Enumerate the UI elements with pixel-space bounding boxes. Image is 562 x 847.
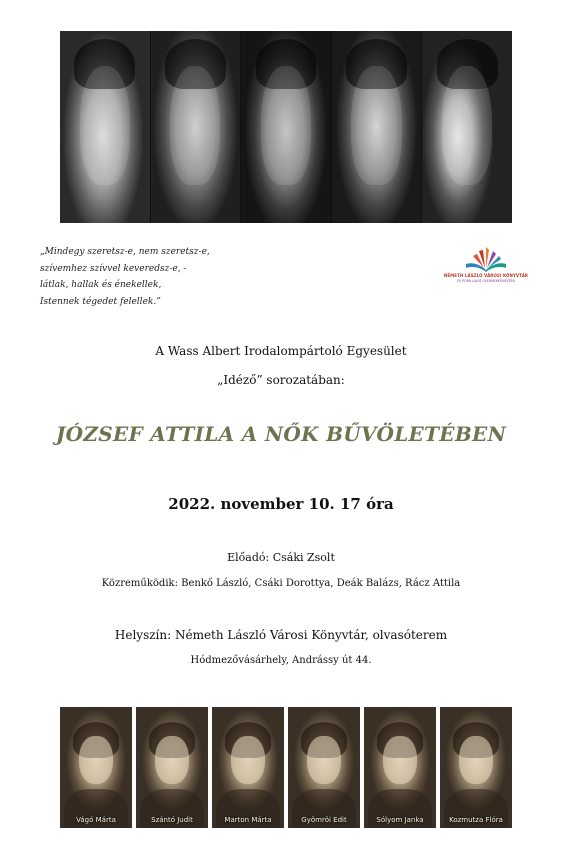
quote-line-3: látlak, hallak és énekellek, [40,280,162,290]
woman-portrait [60,707,132,828]
woman-portrait [440,707,512,828]
poet-portrait-4 [332,31,423,223]
open-book-icon [462,246,510,272]
woman-name-label: Gyömröi Edit [301,816,347,824]
series-line: „Idéző” sorozatában: [217,373,345,387]
poet-portrait-3 [241,31,332,223]
library-logo-name: NÉMETH LÁSZLÓ VÁROSI KÖNYVTÁR [443,273,529,278]
poet-portrait-2 [151,31,242,223]
library-logo [438,246,534,292]
address-line: Hódmezővásárhely, Andrássy út 44. [190,655,372,666]
woman-name-label: Sólyom Janka [376,816,424,824]
event-datetime: 2022. november 10. 17 óra [168,495,394,513]
contributors-line: Közreműködik: Benkő László, Csáki Dorottya, Deák Balázs, Rácz Attila [101,578,461,589]
event-title: JÓZSEF ATTILA A NŐK BŰVÖLETÉBEN [55,422,507,446]
poem-quote [40,244,300,310]
woman-portrait [288,707,360,828]
organizer-line: A Wass Albert Irodalompártoló Egyesület [155,344,407,358]
venue-line: Helyszín: Németh László Városi Könyvtár, olvasóterem [114,628,448,642]
woman-name-label: Vágó Márta [76,816,116,824]
quote-line-1: „Mindegy szeretsz-e, nem szeretsz-e, [40,247,210,257]
woman-portrait [136,707,208,828]
woman-portrait [364,707,436,828]
woman-name-label: Szántó Judit [151,816,193,824]
poet-portrait-strip [60,31,512,223]
poet-portrait-1 [60,31,151,223]
woman-name-label: Marton Márta [224,816,272,824]
woman-name-label: Kozmutza Flóra [449,816,503,824]
quote-line-4: Istennek tégedet felellek.” [40,296,161,307]
library-logo-subtitle: ÉS PÓRA LAJOS GYERMEKKÖNYVTÁR [457,279,515,283]
women-portrait-strip [60,707,512,828]
woman-portrait [212,707,284,828]
speaker-line: Előadó: Csáki Zsolt [227,551,335,564]
quote-line-2: szívemhez szívvel keveredsz-e, - [40,263,187,274]
poet-portrait-5 [422,31,512,223]
